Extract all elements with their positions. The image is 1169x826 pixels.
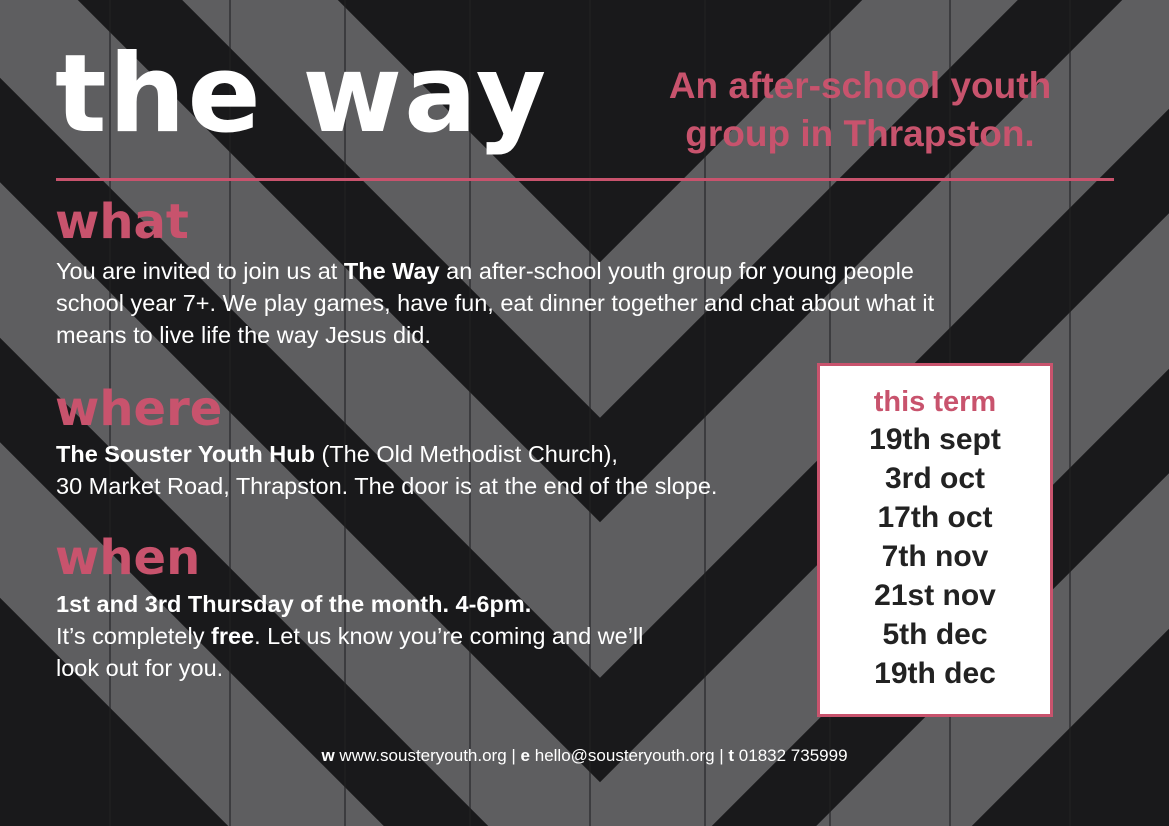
what-text-line3: means to live life the way Jesus did. (56, 322, 431, 348)
term-date-item: 21st nov (874, 579, 996, 612)
term-dates-list (820, 420, 1050, 693)
where-paragraph (56, 438, 717, 502)
where-heading: where (55, 381, 223, 437)
term-date-item: 7th nov (881, 540, 989, 573)
website-label: w (321, 746, 335, 765)
term-dates-title: this term (873, 386, 997, 418)
what-paragraph (56, 255, 934, 351)
when-paragraph (56, 588, 643, 684)
term-dates-box (817, 363, 1053, 717)
page-title: the way (55, 32, 549, 157)
what-text-intro: You are invited to join us at (56, 258, 344, 284)
venue-name: The Souster Youth Hub (56, 441, 315, 467)
what-text-line2: school year 7+. We play games, have fun, eat dinner together and chat about what it (56, 290, 935, 316)
term-date-item: 19th dec (874, 657, 996, 690)
free-text-rest: . Let us know you’re coming and we’ll (254, 623, 644, 649)
schedule-text: 1st and 3rd Thursday of the month. 4-6pm. (56, 591, 532, 617)
website-link[interactable]: www.sousteryouth.org | (334, 746, 521, 765)
term-date-item: 17th oct (877, 501, 993, 534)
email-label: e (520, 746, 531, 765)
what-text-bold: The Way (343, 258, 440, 284)
when-heading: when (55, 530, 201, 586)
venue-detail: (The Old Methodist Church), (314, 441, 618, 467)
phone-number: 01832 735999 (734, 746, 848, 765)
tagline-line-2: group in Thrapston. (685, 113, 1035, 154)
email-link[interactable]: hello@sousteryouth.org | (530, 746, 729, 765)
tagline (640, 62, 1080, 158)
contact-footer (0, 744, 1169, 768)
free-text-last: look out for you. (56, 655, 224, 681)
what-heading: what (55, 194, 189, 250)
term-date-item: 3rd oct (884, 462, 986, 495)
term-date-item: 19th sept (869, 423, 1001, 456)
free-text-intro: It’s completely (56, 623, 211, 649)
tagline-line-1: An after-school youth (668, 65, 1052, 106)
header-divider (56, 178, 1114, 181)
phone-label: t (728, 746, 735, 765)
what-text-line1-rest: an after-school youth group for young people (439, 258, 914, 284)
free-text-bold: free (211, 623, 255, 649)
term-date-item: 5th dec (882, 618, 988, 651)
venue-address: 30 Market Road, Thrapston. The door is at the end of the slope. (56, 473, 718, 499)
